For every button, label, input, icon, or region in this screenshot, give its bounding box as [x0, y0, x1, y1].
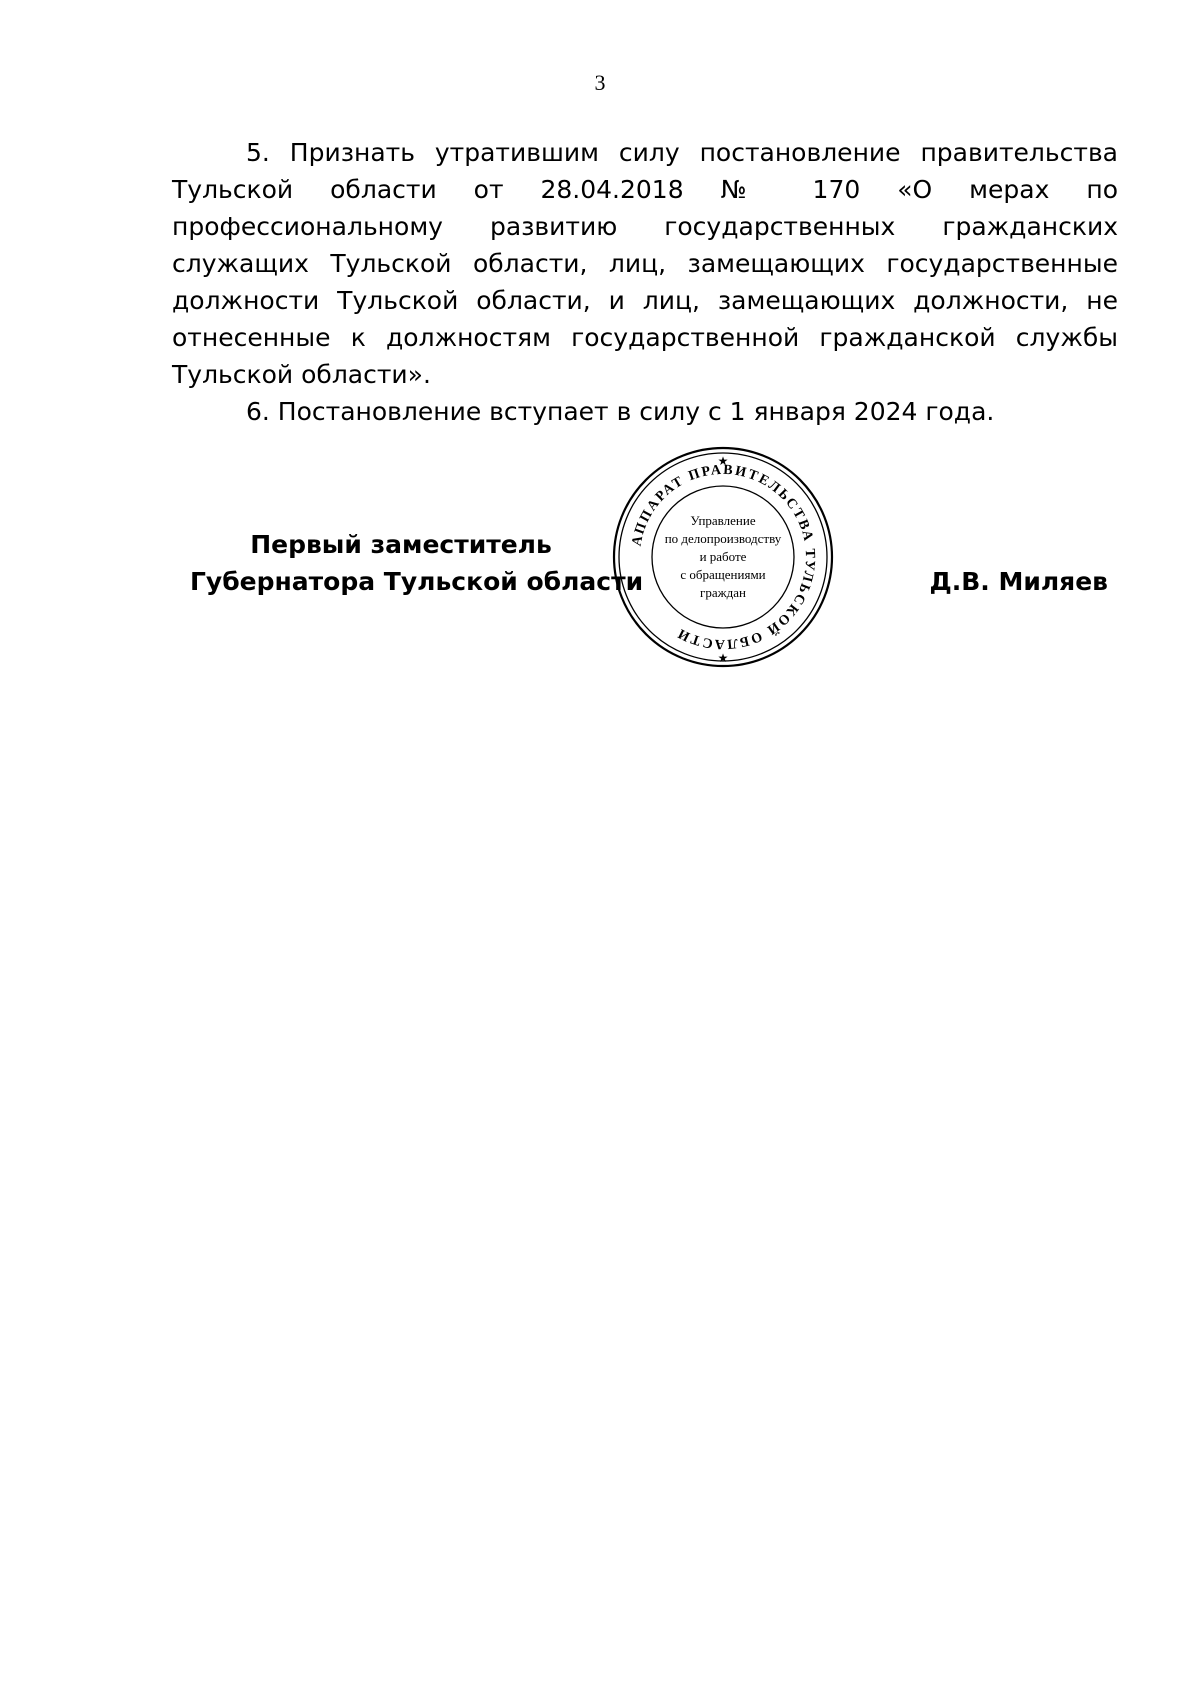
signatory-position: [190, 526, 644, 600]
seal-center-line-4: с обращениями: [680, 567, 766, 582]
paragraph-5: 5. Признать утратившим силу постановление правительства Тульской области от 28.04.2018 № 170 «О мерах по профессиональному развитию государственных гражданских служащих Тульской области, лиц, замещающих государственные должности Тульской области, и лиц, замещающих должности, не отнесенные к должностям государственной гражданской службы Тульской области».: [172, 138, 1118, 389]
paragraph-6: 6. Постановление вступает в силу с 1 января 2024 года.: [246, 397, 995, 426]
official-seal-stamp: [611, 445, 835, 669]
page-number: 3: [594, 70, 606, 95]
seal-center-line-3: и работе: [699, 549, 747, 564]
seal-center-line-1: Управление: [690, 513, 756, 528]
seal-center-line-5: граждан: [700, 585, 746, 600]
signatory-position-line-2: Губернатора Тульской области: [190, 567, 644, 596]
seal-star-mark-top: ★: [717, 454, 729, 468]
seal-ring-text: АППАРАТ ПРАВИТЕЛЬСТВА ТУЛЬСКОЙ ОБЛАСТИ: [629, 462, 818, 652]
signatory-name: Д.В. Миляев: [929, 567, 1108, 596]
seal-star-mark-bottom: ★: [717, 651, 729, 665]
seal-center-line-2: по делопроизводству: [664, 531, 782, 546]
document-body: [172, 134, 1118, 430]
signatory-position-line-1: Первый заместитель: [250, 530, 552, 559]
